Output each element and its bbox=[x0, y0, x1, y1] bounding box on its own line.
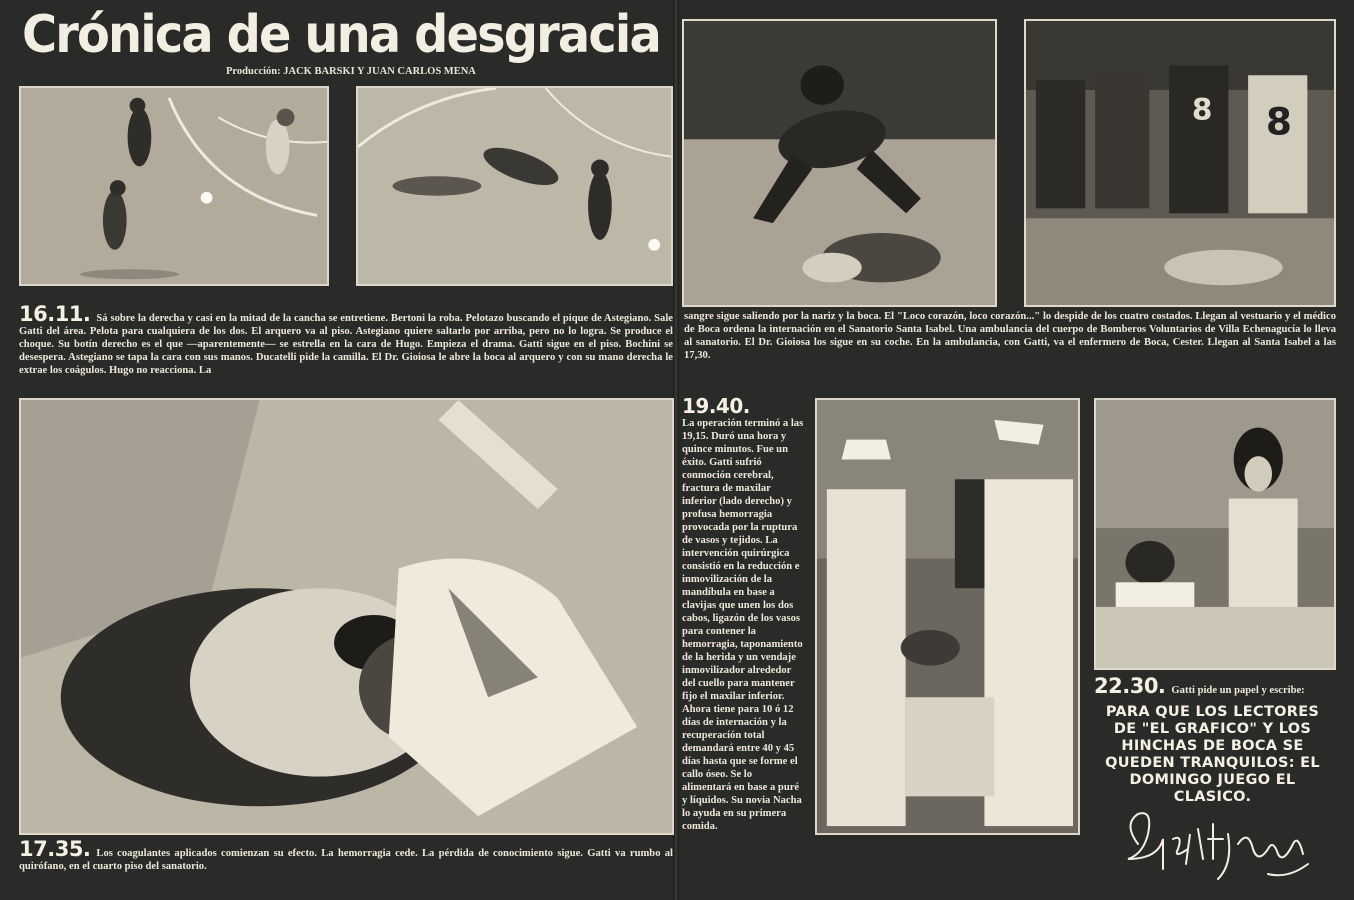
photo-players-gathered-image bbox=[1026, 21, 1334, 305]
photo-players-gathered bbox=[1024, 19, 1336, 307]
caption-1940 bbox=[682, 394, 804, 833]
photo-patient-visitor bbox=[1094, 398, 1336, 670]
caption-1611-continued bbox=[684, 310, 1336, 362]
photo-players-down bbox=[356, 86, 673, 286]
caption-1735 bbox=[19, 837, 673, 873]
handwritten-declaration: PARA QUE LOS LECTORES DE "EL GRAFICO" Y LOS HINCHAS DE BOCA SE QUEDEN TRANQUILOS: EL DOMINGO JUEGO EL CLASICO. bbox=[1105, 704, 1320, 805]
signature-gatti bbox=[1118, 804, 1318, 884]
photo-players-down-image bbox=[358, 88, 671, 284]
time-1611: 16.11. bbox=[19, 302, 91, 326]
time-2230: 22.30. bbox=[1094, 674, 1166, 698]
time-1940: 19.40. bbox=[682, 394, 750, 418]
article-title: Crónica de una desgracia bbox=[22, 5, 660, 65]
photo-player-leaping-image bbox=[684, 21, 995, 305]
caption-1611-text: Sá sobre la derecha y casi en la mitad de la cancha se entretiene. Bertoni la roba. Pelotazo buscando el pique de Astegiano. Sale Gatti del área. Pelota para cualquiera de los dos. El arquero va al piso. Astegiano quiere saltarlo por arriba, pero no lo logra. Se produce el choque. Su botín derecho es el que —aparentemente— se estrella en la cara de Hugo. Empieza el drama. Gatti sigue en el piso. Bochini se desespera. Astegiano se tapa la cara con sus manos. Ducatelli pide la camilla. El Dr. Gioiosa le abre la boca al arquero y con su mano derecha le extrae los coágulos. Hugo no reacciona. La bbox=[19, 313, 673, 376]
caption-1611-continued-text: sangre sigue saliendo por la nariz y la boca. El "Loco corazón, loco corazón..." lo despide de los cuatro costados. Llegan al vestuario y el médico de Boca ordena la internación en el Sanatorio Santa Isabel. Una ambulancia del cuerpo de Bomberos Voluntarios de Villa Echenagucía lo lleva al sanatorio. El Dr. Gioiosa los sigue en su coche. En la ambulancia, con Gatti, va el enfermero de Boca, Cester. Llegan al Santa Isabel a las 17,30. bbox=[684, 311, 1336, 361]
caption-2230 bbox=[1094, 674, 1336, 698]
photo-hospital-nurses-image bbox=[817, 400, 1078, 833]
caption-1611 bbox=[19, 302, 673, 377]
caption-1735-text: Los coagulantes aplicados comienzan su efecto. La hemorragia cede. La pérdida de conocimiento sigue. Gatti va rumbo al quirófano, en el cuarto piso del sanatorio. bbox=[19, 848, 673, 872]
caption-2230-text: Gatti pide un papel y escribe: bbox=[1171, 685, 1305, 696]
photo-match-tackle bbox=[19, 86, 329, 286]
production-credit: Producción: JACK BARSKI Y JUAN CARLOS MENA bbox=[226, 66, 476, 77]
svg-text:8: 8 bbox=[1265, 99, 1292, 144]
svg-text:8: 8 bbox=[1191, 92, 1213, 127]
photo-goalkeeper-closeup bbox=[19, 398, 674, 835]
photo-match-tackle-image bbox=[21, 88, 327, 284]
photo-goalkeeper-closeup-image bbox=[21, 400, 672, 833]
caption-1940-text: La operación terminó a las 19,15. Duró una hora y quince minutos. Fue un éxito. Gatti sufrió conmoción cerebral, fractura de maxilar inferior (lado derecho) y profusa hemorragia provocada por la ruptura de vasos y tejidos. La intervención quirúrgica consistió en la reducción e inmovilización de la mandíbula en base a clavijas que unen los dos cabos, ligazón de los vasos para contener la hemorragia, taponamiento de la herida y un vendaje inmovilizador alrededor del cuello para mantener fijo el maxilar inferior. Ahora tiene para 10 ó 12 días de internación y la recuperación total demandará entre 40 y 45 días hasta que se forme el callo óseo. Se lo alimentará en base a puré y líquidos. Su novia Nacha lo ayuda en su primera comida. bbox=[682, 418, 804, 832]
photo-patient-visitor-image bbox=[1096, 400, 1334, 668]
time-1735: 17.35. bbox=[19, 837, 91, 861]
photo-player-leaping bbox=[682, 19, 997, 307]
photo-hospital-nurses bbox=[815, 398, 1080, 835]
